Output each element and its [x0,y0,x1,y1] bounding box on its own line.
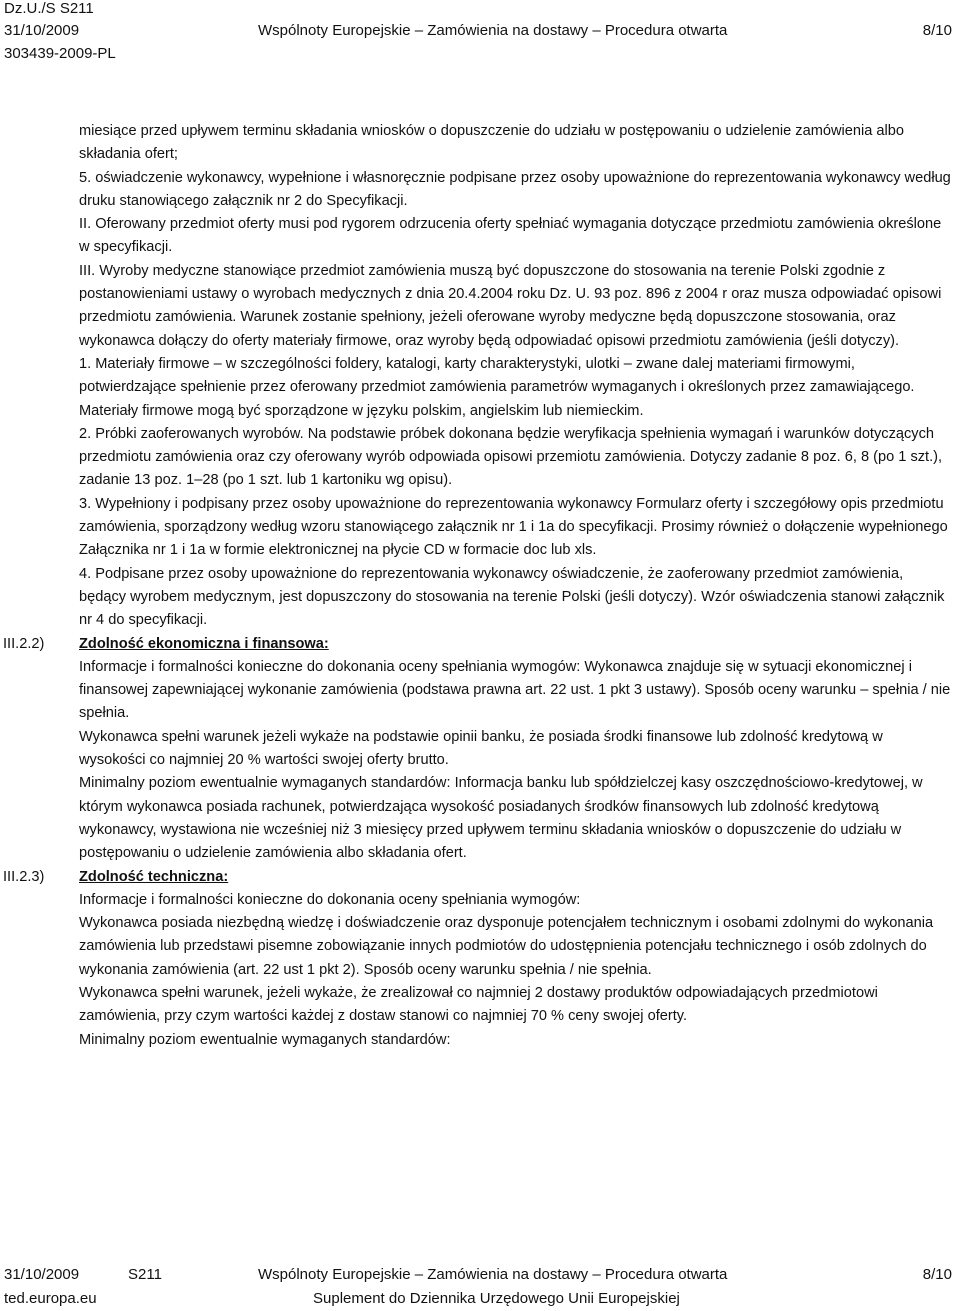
body-paragraph: III. Wyroby medyczne stanowiące przedmiot zamówienia muszą być dopuszczone do stosowania na terenie Polski zgodnie z postanowieniami ustawy o wyrobach medycznych z dnia 20.4.2004 roku Dz. U. 93 poz. 896 z 2004 r oraz musza odpowiadać opisowi przedmiotu zamówienia. Warunek zostanie spełniony, jeżeli oferowane wyroby medyczne będą dopuszczone stosowania, oraz wykonawca dołączy do oferty materiały firmowe, oraz wyroby będą odpowiadać opisowi przedmiotu zamówienia (jeśli dotyczy). [79,262,942,349]
doc-id: Dz.U./S S211 [4,0,94,17]
section-paragraph: Wykonawca spełni warunek, jeżeli wykaże, że zrealizował co najmniej 2 dostawy produktów odpowiadających przedmiotowi zamówienia, przy czym wartości każdej z dostaw stanowi co najmniej 70 % ceny swojej oferty. [79,984,878,1025]
body-paragraph: 4. Podpisane przez osoby upoważnione do reprezentowania wykonawcy oświadczenie, że zaoferowany przedmiot zamówienia, będący wyrobem medycznym, jest dopuszczony do stosowania na terenie Polski (jeśli dotyczy). Wzór oświadczenia stanowi załącznik nr 4 do specyfikacji. [79,565,945,629]
section-economic-capacity [3,633,951,866]
section-paragraph: Minimalny poziom ewentualnie wymaganych standardów: [79,1031,451,1048]
body-paragraph: II. Oferowany przedmiot oferty musi pod rygorem odrzucenia oferty spełniać wymagania dotyczące przedmiotu zamówienia określone w specyfikacji. [79,216,942,256]
footer-code: S211 [128,1266,162,1283]
section-paragraph: Informacje i formalności konieczne do dokonania oceny spełniania wymogów: Wykonawca znajduje się w sytuacji ekonomicznej i finansowej zapewniającej wykonanie zamówienia (podstawa prawna art. 22 ust. 1 pkt 3 ustawy). Sposób oceny warunku – spełnia / nie spełnia. [79,658,951,722]
section-title: Zdolność techniczna: [79,868,229,885]
body-paragraph: 2. Próbki zaoferowanych wyrobów. Na podstawie próbek dokonana będzie weryfikacja spełnienia wymagań i warunków dotyczących przedmiotu zamówienia oraz czy oferowany wyrób odpowiada opisowi przemiotu zamówienia. Dotyczy zadanie 8 poz. 6, 8 (po 1 szt.), zadanie 13 poz. 1–28 (po 1 szt. lub 1 kartoniku wg opisu). [79,425,943,489]
section-number: III.2.2) [3,635,45,652]
section-number: III.2.3) [3,868,45,885]
body-paragraph: 1. Materiały firmowe – w szczególności foldery, katalogi, karty charakterystyki, ulotki – zwane dalej materiami firmowymi, potwierdzające spełnienie przez oferowany przedmiot zamówienia parametrów wymaganych i określonych przez zamawiającego. Materiały firmowe mogą być sporządzone w języku polskim, angielskim lub niemieckim. [79,355,915,419]
footer-title: Wspólnoty Europejskie – Zamówienia na dostawy – Procedura otwarta [258,1266,728,1283]
section-paragraph: Wykonawca spełni warunek jeżeli wykaże na podstawie opinii banku, że posiada środki finansowe lub zdolność kredytową w wysokości co najmniej 20 % wartości swojej oferty brutto. [79,728,883,769]
section-technical-capacity [3,866,951,1052]
footer-supplement: Suplement do Dziennika Urzędowego Unii Europejskiej [313,1290,680,1307]
body-paragraph: 3. Wypełniony i podpisany przez osoby upoważnione do reprezentowania wykonawcy Formularz oferty i szczegółowy opis przedmiotu zamówienia, sporządzony według wzoru stanowiącego załącznik nr 1 i 1a do specyfikacji. Prosimy również o dołączenie wypełnionego Załącznika nr 1 i 1a w formie elektronicznej na płycie CD w formacie doc lub xls. [79,495,948,559]
section-title: Zdolność ekonomiczna i finansowa: [79,635,329,652]
header-title: Wspólnoty Europejskie – Zamówienia na dostawy – Procedura otwarta [258,22,728,39]
footer-site-link[interactable]: ted.europa.eu [4,1290,97,1307]
section-paragraph: Wykonawca posiada niezbędną wiedzę i doświadczenie oraz dysponuje potencjałem technicznym i osobami zdolnymi do wykonania zamówienia lub przedstawi pisemne zobowiązanie innych podmiotów do udostępnienia potencjału technicznego i osób zdolnych do wykonania zamówienia (art. 22 ust 1 pkt 2). Sposób oceny warunku spełnia / nie spełnia. [79,915,934,978]
section-paragraph: Minimalny poziom ewentualnie wymaganych standardów: Informacja banku lub spółdzielczej kasy oszczędnościowo-kredytowej, w którym wykonawca posiada rachunek, potwierdzająca wysokość posiadanych środków finansowych lub zdolność kredytową wykonawcy, wystawiona nie wcześniej niż 3 miesięcy przed upływem terminu składania wniosków o dopuszczenie do udziału w postępowaniu o udzielenie zamówienia albo składania ofert. [79,775,923,862]
notice-number: 303439-2009-PL [4,45,116,62]
header-date: 31/10/2009 [4,22,80,39]
body-paragraph: 5. oświadczenie wykonawcy, wypełnione i własnoręcznie podpisane przez osoby upoważnione do reprezentowania wykonawcy według druku stanowiącego załącznik nr 2 do Specyfikacji. [79,169,951,209]
section-paragraph: Informacje i formalności konieczne do dokonania oceny spełniania wymogów: [79,891,581,908]
footer-page-number: 8/10 [922,1266,952,1283]
footer-date: 31/10/2009 [4,1266,80,1283]
header-page-number: 8/10 [922,22,952,39]
document-body [3,120,951,1052]
page-header [0,0,960,70]
body-paragraph: miesiące przed upływem terminu składania wniosków o dopuszczenie do udziału w postępowaniu o udzielenie zamówienia albo składania ofert; [79,123,905,163]
page-footer [0,1262,960,1311]
